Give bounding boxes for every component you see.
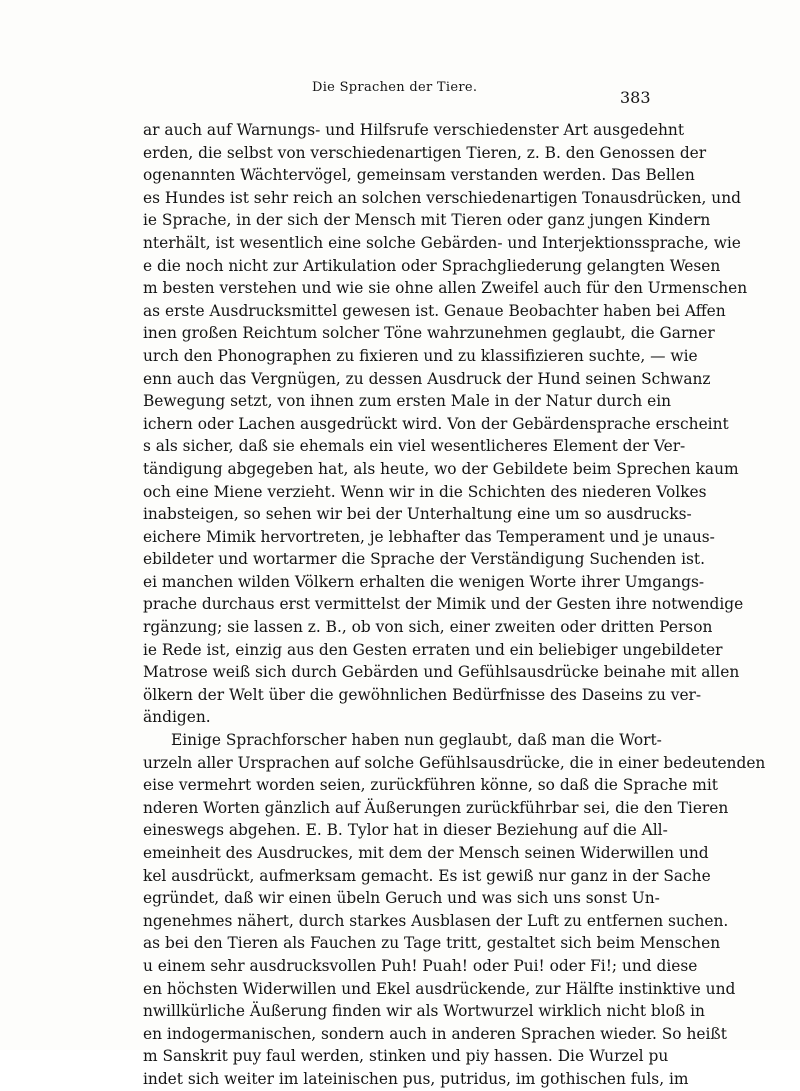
- text-line: eise vermehrt worden seien, zurückführen könne, so daß die Sprache mit: [143, 776, 718, 795]
- text-line: rgänzung; sie lassen z. B., ob von sich, einer zweiten oder dritten Person: [143, 618, 713, 637]
- text-line: m besten verstehen und wie sie ohne allen Zweifel auch für den Urmenschen: [143, 279, 748, 298]
- text-line: och eine Miene verzieht. Wenn wir in die Schichten des niederen Volkes: [143, 482, 707, 501]
- text-line: ölkern der Welt über die gewöhnlichen Bedürfnisse des Daseins zu ver-: [143, 685, 702, 704]
- text-line: enn auch das Vergnügen, zu dessen Ausdruck der Hund seinen Schwanz: [143, 369, 711, 388]
- text-line: inabsteigen, so sehen wir bei der Unterhaltung eine um so ausdrucks-: [143, 505, 692, 524]
- text-line: ogenannten Wächtervögel, gemeinsam verstanden werden. Das Bellen: [143, 166, 695, 185]
- text-line: egründet, daß wir einen übeln Geruch und was sich uns sonst Un-: [143, 889, 660, 908]
- text-line: Matrose weiß sich durch Gebärden und Gefühlsausdrücke beinahe mit allen: [143, 663, 740, 682]
- text-line: nterhält, ist wesentlich eine solche Gebärden- und Interjektionssprache, wie: [143, 233, 741, 252]
- text-line: Einige Sprachforscher haben nun geglaubt, daß man die Wort-: [171, 731, 662, 750]
- text-line: s als sicher, daß sie ehemals ein viel wesentlicheres Element der Ver-: [143, 437, 686, 456]
- text-line: emeinheit des Ausdruckes, mit dem der Mensch seinen Widerwillen und: [143, 844, 709, 862]
- text-line: en höchsten Widerwillen und Ekel ausdrückende, zur Hälfte instinktive und: [143, 979, 736, 998]
- text-line: nderen Worten gänzlich auf Äußerungen zurückführbar sei, die den Tieren: [143, 798, 729, 817]
- text-line: es Hundes ist sehr reich an solchen verschiedenartigen Tonausdrücken, und: [143, 188, 741, 207]
- text-line: ichern oder Lachen ausgedrückt wird. Von der Gebärdensprache erscheint: [143, 414, 729, 433]
- text-line: as erste Ausdrucksmittel gewesen ist. Genaue Beobachter haben bei Affen: [143, 301, 726, 320]
- text-line: eichere Mimik hervortreten, je lebhafter das Temperament und je unaus-: [143, 527, 715, 546]
- text-line: ie Sprache, in der sich der Mensch mit Tieren oder ganz jungen Kindern: [143, 211, 711, 230]
- text-line: tändigung abgegeben hat, als heute, wo der Gebildete beim Sprechen kaum: [143, 459, 739, 478]
- text-line: ei manchen wilden Völkern erhalten die wenigen Worte ihrer Umgangs-: [143, 572, 705, 591]
- text-line: urch den Phonographen zu fixieren und zu klassifizieren suchte, — wie: [143, 346, 698, 365]
- text-line: nwillkürliche Äußerung finden wir als Wortwurzel wirklich nicht bloß in: [143, 1002, 705, 1021]
- text-line: e die noch nicht zur Artikulation oder Sprachgliederung gelangten Wesen: [143, 256, 721, 275]
- text-line: u einem sehr ausdrucksvollen Puh! Puah! oder Pui! oder Fi!; und diese: [143, 956, 698, 975]
- body-text: [143, 119, 766, 1091]
- text-line: ar auch auf Warnungs- und Hilfsrufe verschiedenster Art ausgedehnt: [143, 121, 685, 139]
- text-line: ebildeter und wortarmer die Sprache der Verständigung Suchenden ist.: [143, 550, 705, 569]
- page-number: 383: [620, 88, 651, 107]
- text-line: prache durchaus erst vermittelst der Mimik und der Gesten ihre notwendige: [143, 595, 744, 614]
- text-line: indet sich weiter im lateinischen pus, putridus, im gothischen fuls, im: [143, 1069, 689, 1088]
- text-line: eineswegs abgehen. E. B. Tylor hat in dieser Beziehung auf die All-: [143, 821, 668, 840]
- text-line: ie Rede ist, einzig aus den Gesten erraten und ein beliebiger ungebildeter: [143, 640, 723, 659]
- text-line: kel ausdrückt, aufmerksam gemacht. Es ist gewiß nur ganz in der Sache: [143, 866, 711, 885]
- text-line: ngenehmes nähert, durch starkes Ausblasen der Luft zu entfernen suchen.: [143, 911, 729, 930]
- paragraph: [143, 119, 748, 729]
- text-line: inen großen Reichtum solcher Töne wahrzunehmen geglaubt, die Garner: [143, 324, 715, 343]
- text-line: en indogermanischen, sondern auch in anderen Sprachen wieder. So heißt: [143, 1024, 727, 1043]
- text-line: m Sanskrit puy faul werden, stinken und piy hassen. Die Wurzel pu: [143, 1047, 669, 1066]
- text-line: urzeln aller Ursprachen auf solche Gefühlsausdrücke, die in einer bedeutenden: [143, 753, 766, 772]
- text-line: ändigen.: [143, 708, 211, 727]
- text-line: erden, die selbst von verschiedenartigen Tieren, z. B. den Genossen der: [143, 143, 707, 162]
- text-line: Bewegung setzt, von ihnen zum ersten Male in der Natur durch ein: [143, 392, 672, 411]
- text-line: as bei den Tieren als Fauchen zu Tage tritt, gestaltet sich beim Menschen: [143, 934, 721, 953]
- running-head: Die Sprachen der Tiere.: [312, 80, 478, 95]
- paragraph: [143, 729, 766, 1091]
